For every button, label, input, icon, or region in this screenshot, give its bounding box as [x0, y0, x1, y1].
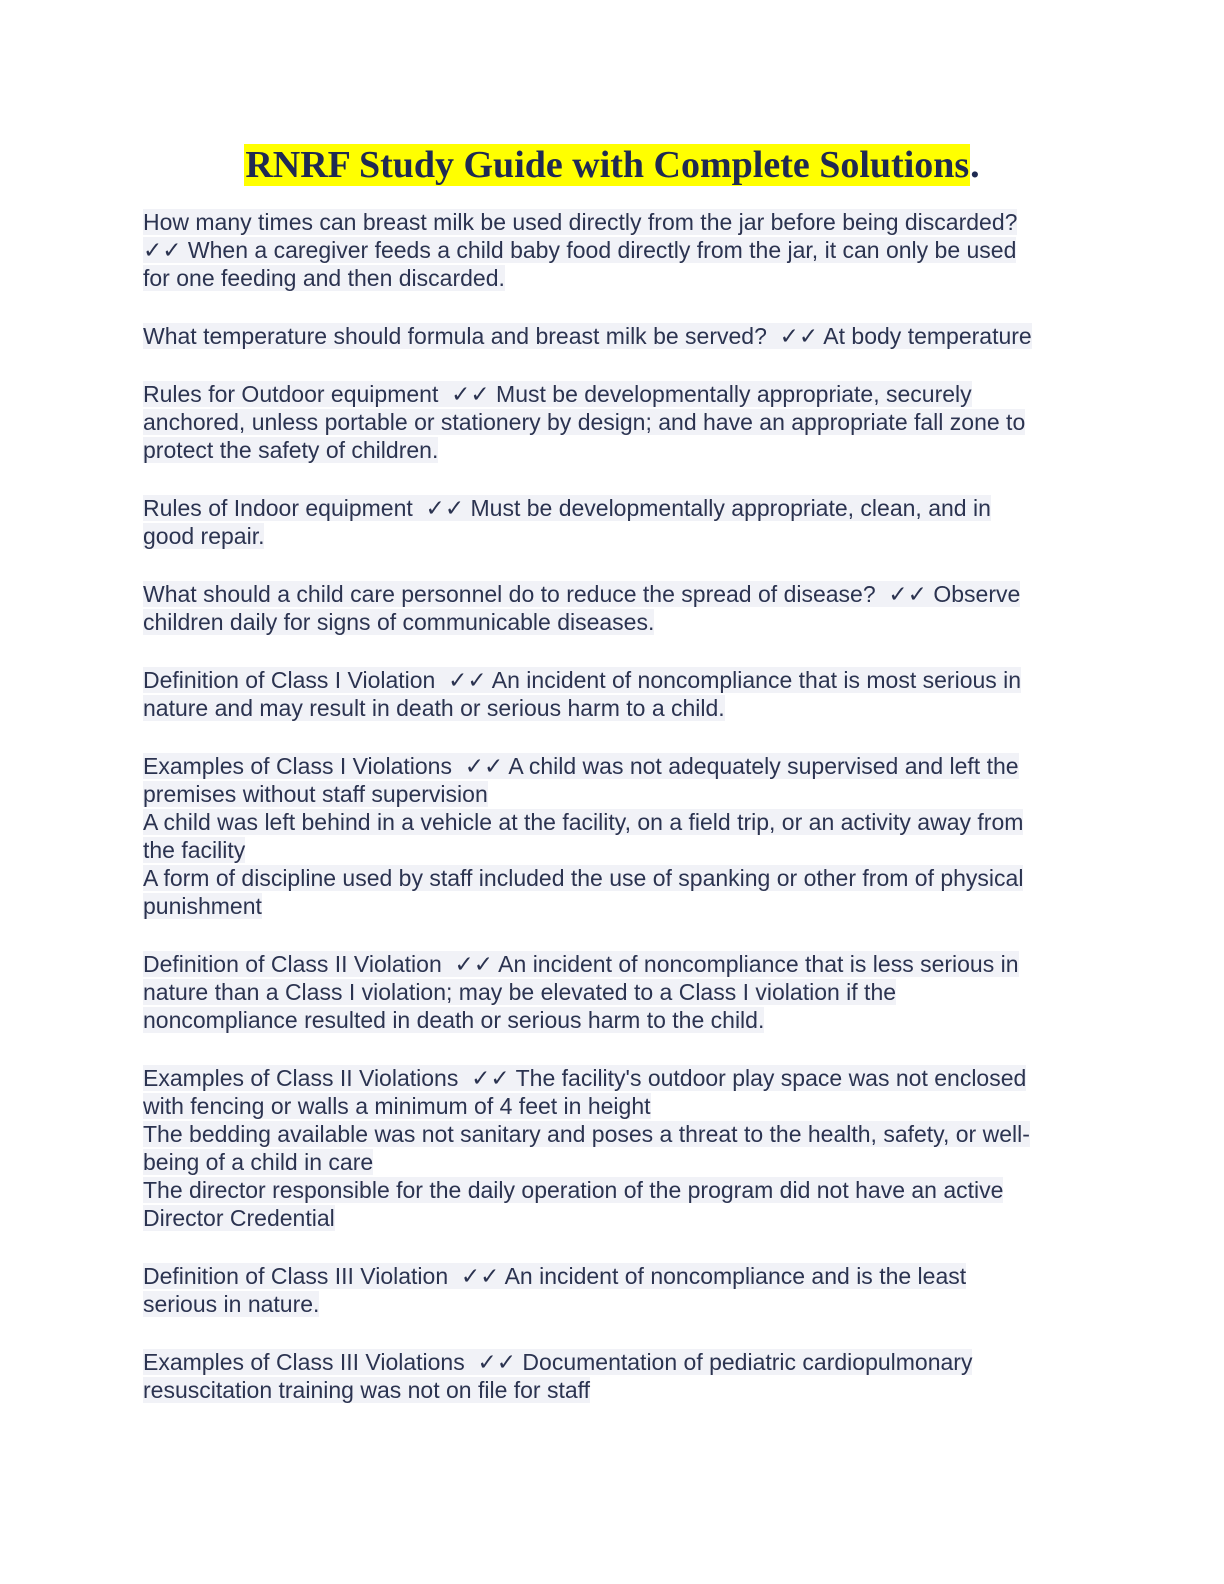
entry-line — [143, 1006, 1103, 1034]
entry-line — [143, 1204, 1103, 1232]
qa-entry — [143, 322, 1103, 350]
entry-line-text: anchored, unless portable or stationery by design; and have an appropriate fall zone to — [143, 409, 1026, 435]
entry-line — [143, 808, 1103, 836]
entry-line-text: with fencing or walls a minimum of 4 feet in height — [143, 1093, 651, 1119]
entry-line — [143, 1176, 1103, 1204]
entry-line-text: The director responsible for the daily operation of the program did not have an active — [143, 1177, 1004, 1203]
entry-line-text: Rules for Outdoor equipment ✓✓ Must be developmentally appropriate, securely — [143, 381, 972, 407]
entry-line — [143, 978, 1103, 1006]
qa-entry — [143, 208, 1103, 292]
entry-line-text: Examples of Class III Violations ✓✓ Documentation of pediatric cardiopulmonary — [143, 1349, 973, 1375]
study-guide-body — [143, 208, 1103, 1434]
entry-line-text: serious in nature. — [143, 1291, 320, 1317]
entry-line — [143, 864, 1103, 892]
entry-line-text: Director Credential — [143, 1205, 335, 1231]
entry-line — [143, 522, 1103, 550]
entry-line-text: A form of discipline used by staff included the use of spanking or other from of physical — [143, 865, 1024, 891]
qa-entry — [143, 580, 1103, 636]
entry-line-text: How many times can breast milk be used directly from the jar before being discarded? — [143, 209, 1018, 235]
qa-entry — [143, 494, 1103, 550]
entry-line — [143, 950, 1103, 978]
entry-line-text: punishment — [143, 893, 262, 919]
qa-entry — [143, 752, 1103, 920]
qa-entry — [143, 1262, 1103, 1318]
entry-line — [143, 1092, 1103, 1120]
entry-line-text: being of a child in care — [143, 1149, 374, 1175]
title-highlight: RNRF Study Guide with Complete Solutions — [245, 144, 970, 186]
entry-line-text: the facility — [143, 837, 246, 863]
qa-entry — [143, 1064, 1103, 1232]
entry-line-text: nature and may result in death or serious harm to a child. — [143, 695, 725, 721]
entry-line-text: children daily for signs of communicable diseases. — [143, 609, 655, 635]
entry-line-text: ✓✓ When a caregiver feeds a child baby food directly from the jar, it can only be used — [143, 237, 1017, 263]
entry-line — [143, 580, 1103, 608]
entry-line-text: nature than a Class I violation; may be elevated to a Class I violation if the — [143, 979, 897, 1005]
qa-entry — [143, 1348, 1103, 1404]
title-period: . — [970, 144, 980, 186]
entry-line-text: Examples of Class I Violations ✓✓ A child was not adequately supervised and left the — [143, 753, 1019, 779]
entry-line-text: for one feeding and then discarded. — [143, 265, 505, 291]
document-title — [0, 142, 1224, 188]
entry-line-text: Definition of Class I Violation ✓✓ An incident of noncompliance that is most serious in — [143, 667, 1022, 693]
entry-line — [143, 752, 1103, 780]
entry-line — [143, 1376, 1103, 1404]
entry-line-text: A child was left behind in a vehicle at the facility, on a field trip, or an activity away from — [143, 809, 1024, 835]
entry-line — [143, 780, 1103, 808]
entry-line — [143, 1262, 1103, 1290]
entry-line-text: Definition of Class II Violation ✓✓ An incident of noncompliance that is less serious in — [143, 951, 1019, 977]
entry-line-text: The bedding available was not sanitary and poses a threat to the health, safety, or well- — [143, 1121, 1030, 1147]
entry-line-text: What temperature should formula and breast milk be served? ✓✓ At body temperature — [143, 323, 1032, 349]
entry-line — [143, 666, 1103, 694]
entry-line — [143, 1148, 1103, 1176]
entry-line — [143, 1348, 1103, 1376]
entry-line — [143, 694, 1103, 722]
entry-line — [143, 236, 1103, 264]
entry-line — [143, 494, 1103, 522]
qa-entry — [143, 380, 1103, 464]
entry-line — [143, 380, 1103, 408]
entry-line-text: protect the safety of children. — [143, 437, 439, 463]
entry-line — [143, 892, 1103, 920]
entry-line — [143, 208, 1103, 236]
qa-entry — [143, 666, 1103, 722]
entry-line — [143, 436, 1103, 464]
entry-line — [143, 608, 1103, 636]
entry-line-text: resuscitation training was not on file for staff — [143, 1377, 591, 1403]
qa-entry — [143, 950, 1103, 1034]
entry-line-text: good repair. — [143, 523, 265, 549]
entry-line — [143, 1120, 1103, 1148]
entry-line-text: premises without staff supervision — [143, 781, 488, 807]
entry-line-text: Definition of Class III Violation ✓✓ An incident of noncompliance and is the least — [143, 1263, 967, 1289]
entry-line-text: Rules of Indoor equipment ✓✓ Must be developmentally appropriate, clean, and in — [143, 495, 991, 521]
entry-line — [143, 264, 1103, 292]
entry-line — [143, 836, 1103, 864]
entry-line — [143, 1290, 1103, 1318]
entry-line-text: What should a child care personnel do to reduce the spread of disease? ✓✓ Observe — [143, 581, 1021, 607]
entry-line — [143, 1064, 1103, 1092]
entry-line-text: noncompliance resulted in death or serious harm to the child. — [143, 1007, 765, 1033]
entry-line-text: Examples of Class II Violations ✓✓ The facility's outdoor play space was not enclosed — [143, 1065, 1027, 1091]
entry-line — [143, 322, 1103, 350]
entry-line — [143, 408, 1103, 436]
